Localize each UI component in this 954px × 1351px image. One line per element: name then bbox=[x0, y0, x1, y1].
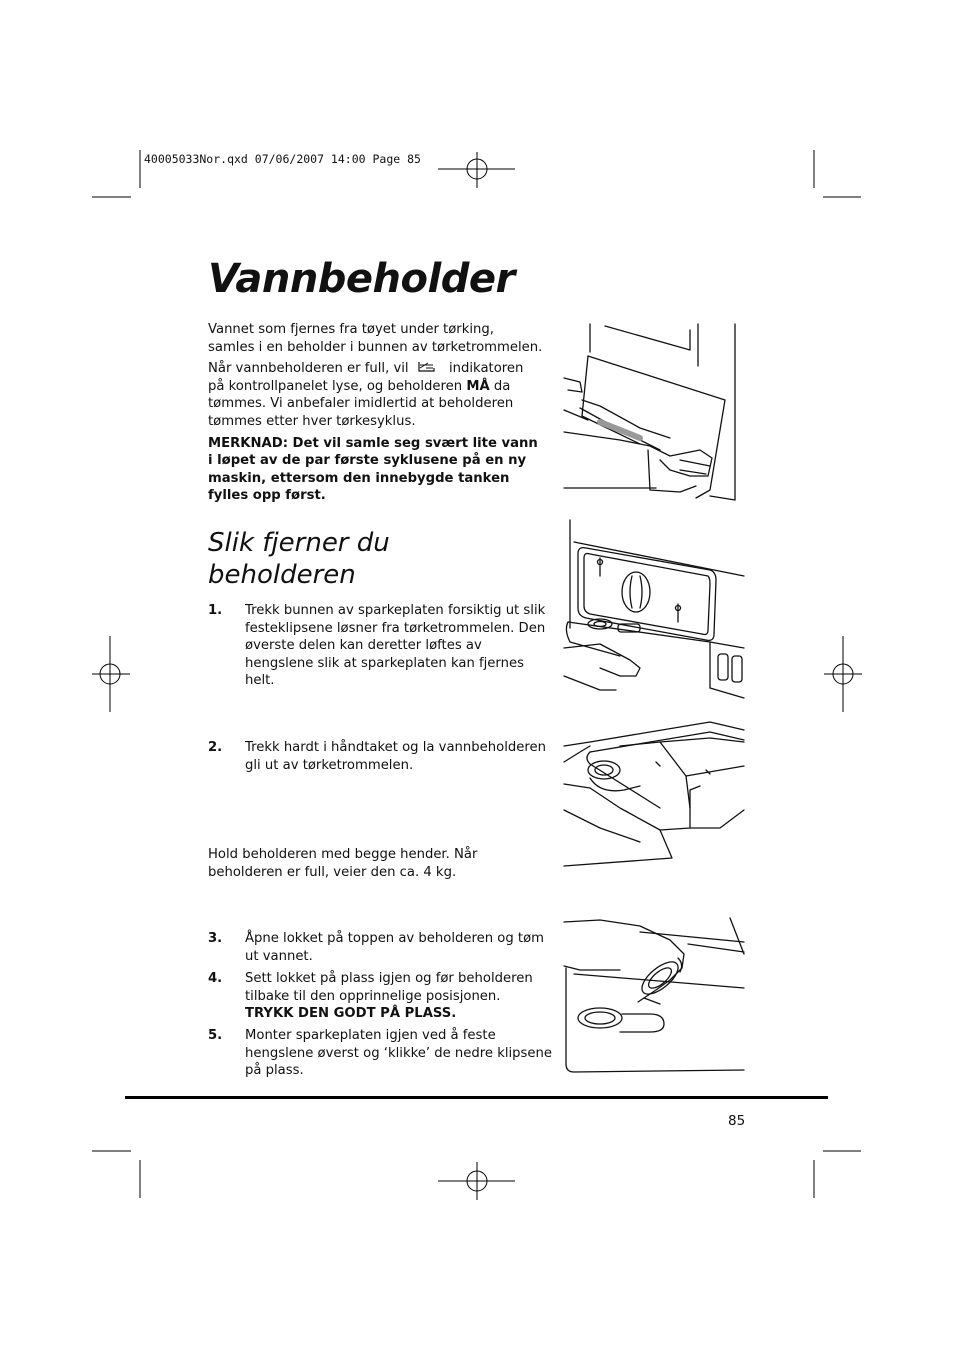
illustration-container-front bbox=[560, 518, 750, 703]
step-number: 2. bbox=[208, 740, 223, 755]
page-number: 85 bbox=[728, 1113, 746, 1129]
step-text: Trekk bunnen av sparkeplaten forsiktig ut slik festeklipsene løsner fra tørketrommelen. Den øverste delen kan deretter løftes av hengslene slik at sparkeplaten kan fjernes helt. bbox=[245, 603, 546, 689]
step-number: 5. bbox=[208, 1028, 223, 1043]
water-container-indicator-icon bbox=[416, 360, 442, 374]
step-2 bbox=[208, 739, 553, 774]
intro-p2-end: da tømmes. Vi anbefaler imidlertid at beholderen tømmes etter hver tørkesyklus. bbox=[208, 378, 514, 429]
step-1 bbox=[208, 602, 553, 690]
intro-p2-middle: indikatoren på kontrollpanelet lyse, og beholderen bbox=[208, 361, 524, 394]
step-4 bbox=[208, 970, 553, 1023]
footer-rule bbox=[125, 1096, 828, 1099]
step-emphasis: TRYKK DEN GODT PÅ PLASS. bbox=[245, 1006, 457, 1022]
hold-note: Hold beholderen med begge hender. Når beholderen er full, veier den ca. 4 kg. bbox=[208, 847, 478, 880]
step-5 bbox=[208, 1027, 553, 1080]
illustration-container-emptying bbox=[560, 914, 750, 1079]
step-text: Åpne lokket på toppen av beholderen og tøm ut vannet. bbox=[245, 931, 545, 964]
page-title: Vannbeholder bbox=[208, 256, 515, 302]
illustration-kickplate-removal bbox=[560, 320, 750, 510]
illustration-container-pullout bbox=[560, 718, 750, 868]
intro-paragraph-1: Vannet som fjernes fra tøyet under tørking, samles i en beholder i bunnen av tørketrommelen. bbox=[208, 322, 543, 355]
print-slug: 40005033Nor.qxd 07/06/2007 14:00 Page 85 bbox=[144, 152, 421, 166]
step-text: Sett lokket på plass igjen og før beholderen tilbake til den opprinnelige posisjonen. bbox=[245, 971, 533, 1004]
intro-p2-start: Når vannbeholderen er full, vil bbox=[208, 361, 409, 377]
intro-p2-emphasis: MÅ bbox=[466, 378, 490, 394]
step-number: 1. bbox=[208, 603, 223, 618]
step-text: Monter sparkeplaten igjen ved å feste hengslene øverst og ‘klikke’ de nedre klipsene på plass. bbox=[245, 1028, 552, 1079]
section-heading: Slik fjerner du beholderen bbox=[208, 528, 390, 590]
note-paragraph: MERKNAD: Det vil samle seg svært lite vann i løpet av de par første syklusene på en ny maskin, ettersom den innebygde tanken fylles opp først. bbox=[208, 435, 538, 504]
step-number: 3. bbox=[208, 931, 223, 946]
intro-paragraph-2 bbox=[208, 360, 543, 430]
step-text: Trekk hardt i håndtaket og la vannbeholderen gli ut av tørketrommelen. bbox=[245, 740, 546, 773]
step-3 bbox=[208, 930, 553, 965]
step-number: 4. bbox=[208, 971, 223, 986]
intro-section bbox=[208, 321, 543, 505]
step-text-wrap bbox=[245, 970, 553, 1023]
